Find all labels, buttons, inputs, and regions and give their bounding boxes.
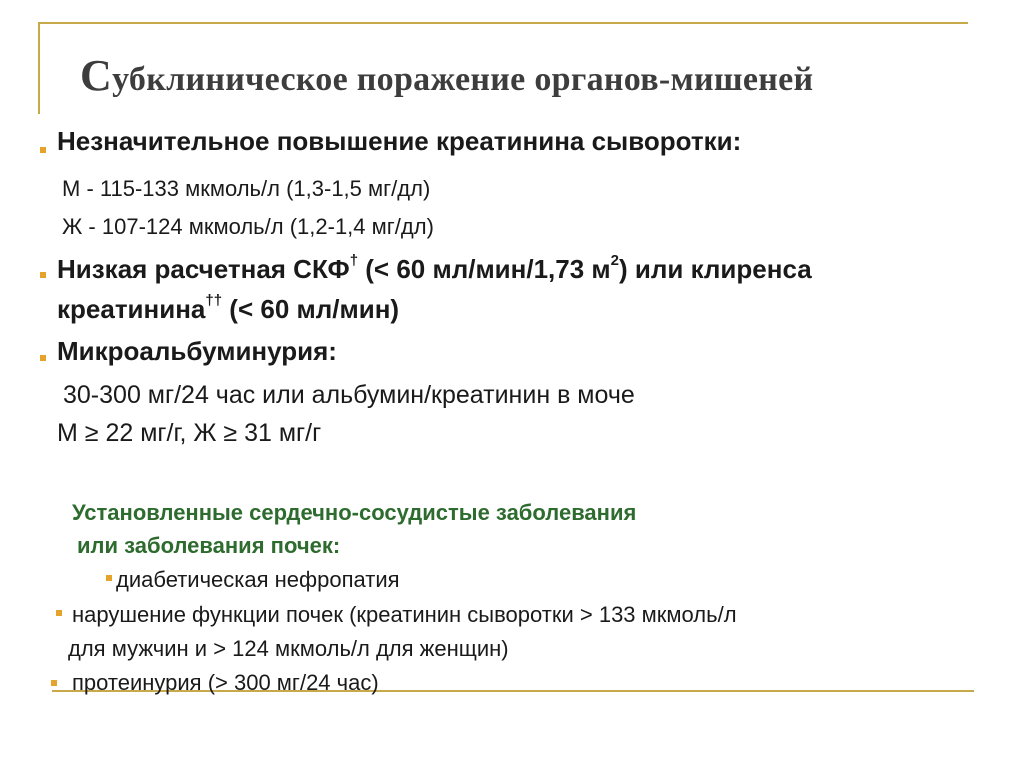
bullet-icon	[51, 680, 57, 686]
item2-clearance-value: (< 60 мл/мин)	[222, 294, 400, 324]
established-sub2-line1: нарушение функции почек (креатинин сыворотки > 133 мкмоль/л	[72, 602, 737, 627]
frame-left-line	[38, 22, 40, 114]
item3-heading: Микроальбуминурия:	[57, 336, 337, 366]
title-text: убклиническое поражение органов-мишеней	[112, 61, 814, 98]
item1-heading: Незначительное повышение креатинина сыворотки:	[57, 126, 742, 156]
established-sub2-line2: для мужчин и > 124 мкмоль/л для женщин)	[68, 636, 509, 661]
bullet-icon	[40, 355, 46, 361]
item2-gfr-value: (< 60 мл/мин/1,73 м	[358, 254, 611, 284]
item2-footnote-mark: †	[349, 252, 359, 270]
bullet-icon	[56, 610, 62, 616]
item3-line2: М ≥ 22 мг/г, Ж ≥ 31 мг/г	[57, 419, 322, 447]
established-heading-line2: или заболевания почек:	[77, 533, 341, 558]
title-initial: С	[80, 51, 113, 100]
item2-gfr-label: Низкая расчетная СКФ	[57, 254, 350, 284]
item2-squared: 2	[610, 252, 619, 270]
established-sub1: диабетическая нефропатия	[116, 567, 400, 592]
frame-top-line	[38, 22, 968, 24]
item2-double-footnote-mark: ††	[205, 292, 223, 310]
item3-line1: 30-300 мг/24 час или альбумин/креатинин в моче	[63, 381, 635, 409]
item2-line1	[57, 254, 812, 285]
slide-title	[80, 50, 813, 101]
item2-creatinine-label: креатинина	[57, 294, 206, 324]
item1-male-values: М - 115-133 мкмоль/л (1,3-1,5 мг/дл)	[62, 176, 431, 201]
item2-clearance-label: ) или клиренса	[619, 254, 812, 284]
item2-line2	[57, 294, 399, 325]
bullet-icon	[40, 272, 46, 278]
established-sub3: протеинурия (> 300 мг/24 час)	[72, 670, 379, 695]
item1-female-values: Ж - 107-124 мкмоль/л (1,2-1,4 мг/дл)	[62, 214, 434, 239]
bullet-icon	[40, 147, 46, 153]
established-heading-line1: Установленные сердечно-сосудистые заболевания	[72, 500, 637, 525]
bullet-icon	[106, 575, 112, 581]
